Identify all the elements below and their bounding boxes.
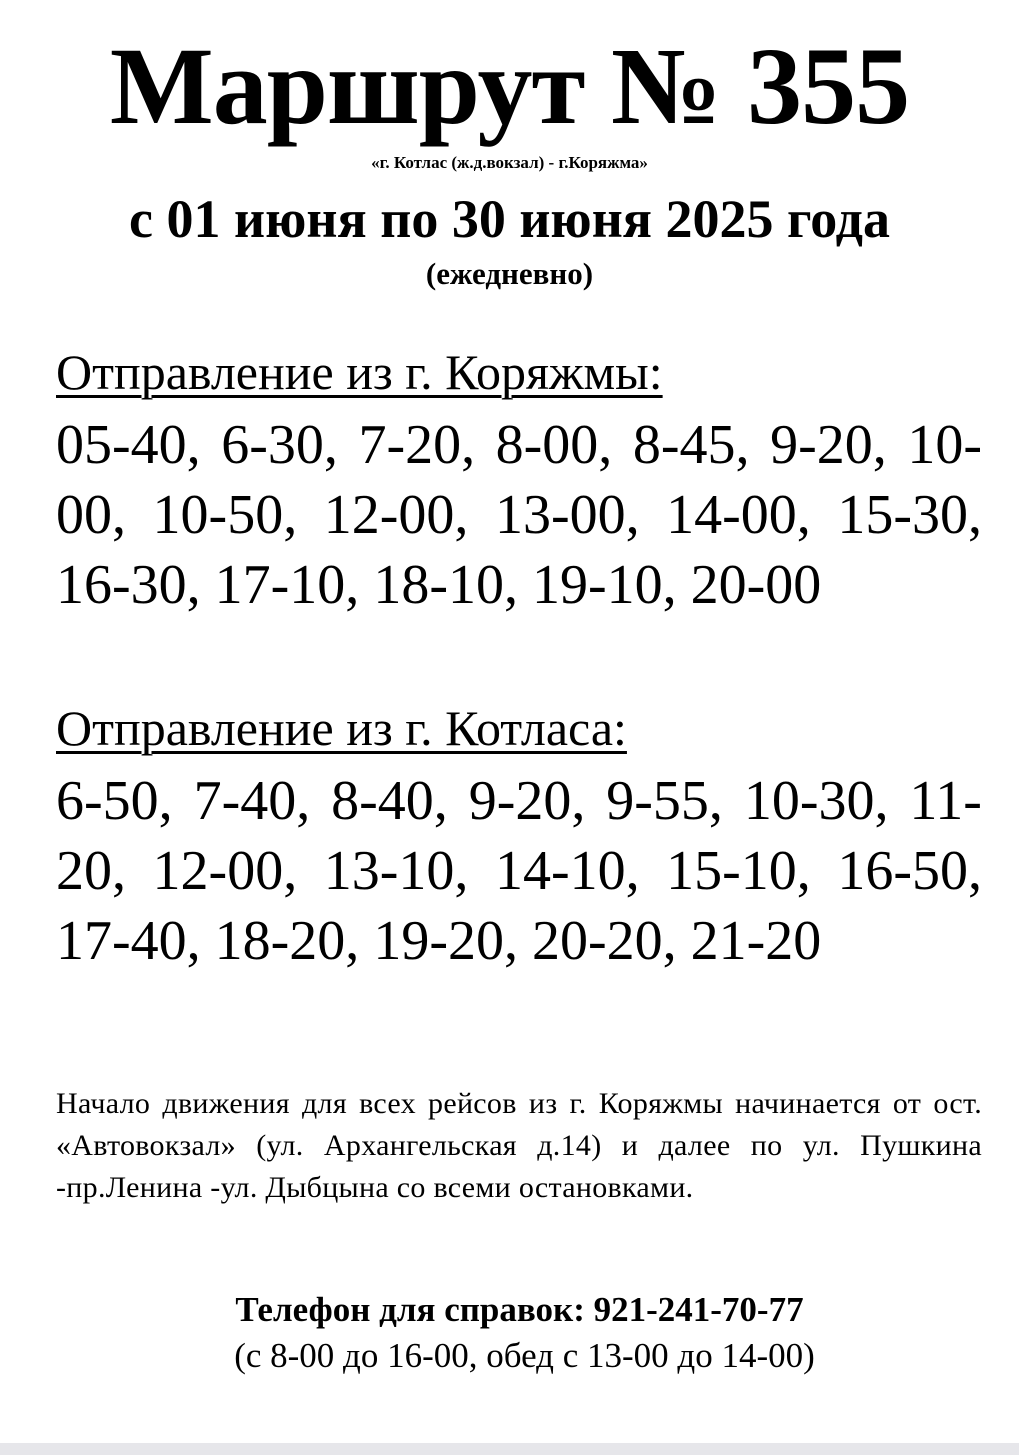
departure-time: 10-50, [152, 484, 324, 546]
departure-time: 18-10, [373, 554, 532, 616]
phone-info: Телефон для справок: 921-241-70-77 [235, 1290, 804, 1329]
departure-time: 17-40, [56, 910, 215, 972]
phone-hours: (с 8-00 до 16-00, обед с 13-00 до 14-00) [234, 1336, 815, 1375]
section-heading-kotlas: Отправление из г. Котласа: [56, 700, 627, 756]
validity-period: с 01 июня по 30 июня 2025 года [129, 189, 890, 249]
departure-time: 14-00, [666, 484, 838, 546]
departure-time: 7-20, [358, 414, 496, 476]
route-description: «г. Котлас (ж.д.вокзал) - г.Коряжма» [371, 153, 648, 172]
departure-time: 9-55, [606, 770, 744, 832]
route-notes: Начало движения для всех рейсов из г. Коряжмы начинается от ост. «Автовокзал» (ул. Архангельская д.14) и далее по ул. Пушкина -пр.Ленина -ул. Дыбцына со всеми остановками. [56, 1087, 982, 1204]
departure-time: 8-45, [632, 414, 771, 476]
departure-time: 10-00, [56, 414, 982, 546]
departure-time: 05-40, [56, 414, 222, 476]
times-list-kotlas [56, 766, 982, 976]
departure-time: 10-30, [743, 770, 910, 832]
departure-time: 16-50, [837, 840, 983, 902]
departure-time: 13-00, [494, 484, 667, 546]
departure-time: 11-20, [56, 770, 982, 902]
departure-time: 8-40, [331, 770, 469, 832]
departure-time: 19-20, [373, 910, 532, 972]
times-list-koryazhma [56, 410, 982, 620]
departure-time: 15-30, [837, 484, 983, 546]
departure-time: 9-20, [770, 414, 908, 476]
page-bottom-edge [0, 1443, 1019, 1455]
departure-time: 8-00, [495, 414, 633, 476]
departure-time: 12-00, [152, 840, 324, 902]
section-heading-koryazhma: Отправление из г. Коряжмы: [56, 344, 663, 400]
departure-time: 12-00, [323, 484, 495, 546]
frequency-label: (ежедневно) [425, 256, 594, 291]
departure-time: 20-00 [690, 554, 822, 616]
departure-time: 16-30, [56, 554, 215, 616]
departure-time: 6-50, [56, 770, 194, 832]
departure-time: 7-40, [193, 770, 332, 832]
departure-time: 13-10, [323, 840, 495, 902]
departure-time: 17-10, [214, 554, 374, 616]
departure-time: 6-30, [221, 414, 359, 476]
departure-time: 21-20 [690, 910, 822, 972]
departure-time: 18-20, [214, 910, 374, 972]
departure-time: 19-10, [531, 554, 691, 616]
page-title: Маршрут № 355 [109, 25, 910, 147]
departure-time: 9-20, [468, 770, 607, 832]
departure-time: 14-10, [494, 840, 667, 902]
departure-time: 20-20, [531, 910, 691, 972]
departure-time: 15-10, [666, 840, 838, 902]
